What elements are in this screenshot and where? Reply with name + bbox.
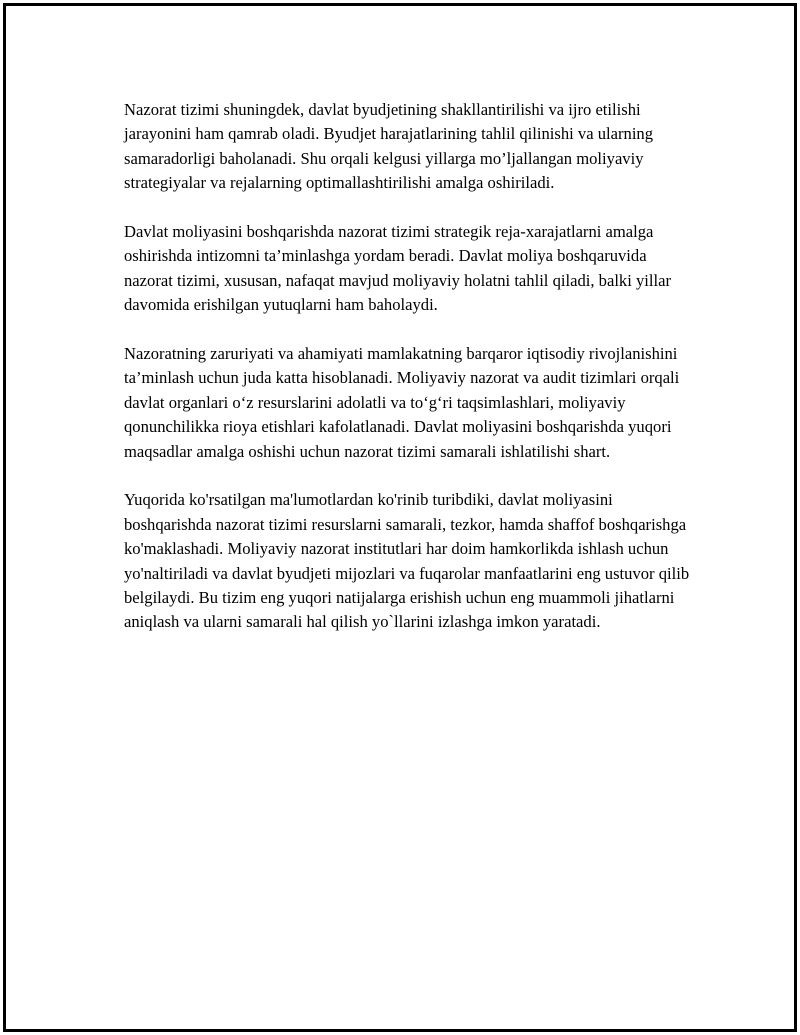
document-body xyxy=(124,98,699,659)
paragraph-4: Yuqorida ko'rsatilgan ma'lumotlardan ko'rinib turibdiki, davlat moliyasini boshqarishda nazorat tizimi resurslarni samarali, tezkor, hamda shaffof boshqarishga ko'maklashadi. Moliyaviy nazorat institutlari har doim hamkorlikda ishlash uchun yo'naltiriladi va davlat byudjeti mijozlari va fuqarolar manfaatlarini eng ustuvor qilib belgilaydi. Bu tizim eng yuqori natijalarga erishish uchun eng muammoli jihatlarni aniqlash va ularni samarali hal qilish yo`llarini izlashga imkon yaratadi. xyxy=(124,490,690,632)
page-frame xyxy=(3,3,797,1032)
paragraph-1: Nazorat tizimi shuningdek, davlat byudjetining shakllantirilishi va ijro etilishi jarayonini ham qamrab oladi. Byudjet harajatlarining tahlil qilinishi va ularning samaradorligi baholanadi. Shu orqali kelgusi yillarga mo’ljallangan moliyaviy strategiyalar va rejalarning optimallashtirilishi amalga oshiriladi. xyxy=(124,100,654,193)
paragraph-3: Nazoratning zaruriyati va ahamiyati mamlakatning barqaror iqtisodiy rivojlanishini ta’minlash uchun juda katta hisoblanadi. Moliyaviy nazorat va audit tizimlari orqali davlat organlari oʻz resurslarini adolatli va toʻgʻri taqsimlashlari, moliyaviy qonunchilikka rioya etishlari kafolatlanadi. Davlat moliyasini boshqarishda yuqori maqsadlar amalga oshishi uchun nazorat tizimi samarali ishlatilishi shart. xyxy=(124,344,680,461)
paragraph-2: Davlat moliyasini boshqarishda nazorat tizimi strategik reja-xarajatlarni amalga oshirishda intizomni ta’minlashga yordam beradi. Davlat moliya boshqaruvida nazorat tizimi, xususan, nafaqat mavjud moliyaviy holatni tahlil qiladi, balki yillar davomida erishilgan yutuqlarni ham baholaydi. xyxy=(124,222,672,315)
